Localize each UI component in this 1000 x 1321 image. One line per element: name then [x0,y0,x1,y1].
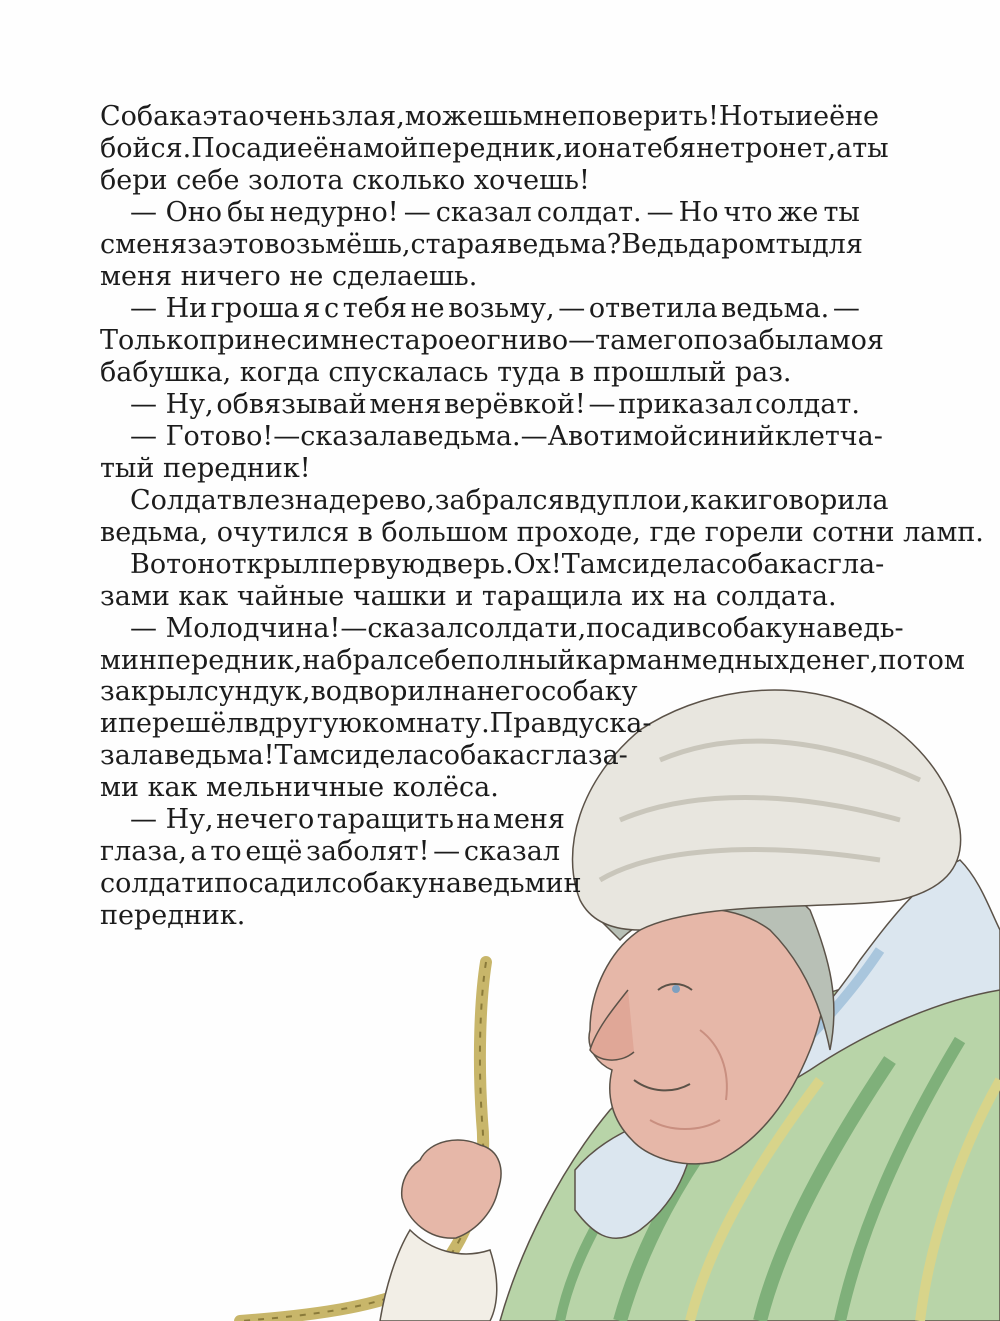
word: и [614,421,633,452]
word: то [210,836,242,867]
word: сидела [329,740,429,771]
word: можешь [404,101,523,132]
word: ведьма. [412,421,521,452]
word: я [303,293,321,324]
word: Там [561,549,617,580]
word: первую [319,549,426,580]
word: потом [878,645,965,676]
word: дерево, [328,485,435,516]
word: огниво [470,325,569,356]
word: мин [100,645,157,676]
word: бы [227,197,265,228]
word: водворил [310,676,443,707]
word: недурно! [269,197,399,228]
word: — [433,836,461,867]
word: её [296,133,329,164]
word: сказал [367,613,464,644]
word: солдат [463,613,560,644]
word: — [568,325,596,356]
word: на [797,613,833,644]
word: ведьма? [507,229,622,260]
word: сундук, [203,676,311,707]
text-line [100,741,626,771]
text-line [100,101,880,132]
word: ещё [245,836,303,867]
word: старая [410,229,508,260]
word: ска- [594,708,652,739]
word: а [190,836,207,867]
word: мой [362,133,419,164]
word: карман [575,645,681,676]
word: не [845,101,880,132]
word: ведьма. [721,293,830,324]
word: заболят! [306,836,430,867]
witch-sleeve [380,1230,497,1321]
text-line [100,837,560,867]
word: не [696,133,731,164]
word: её [813,101,846,132]
word: старое [374,325,471,356]
word: на [328,133,363,164]
word: солдат. [536,197,642,228]
word: на [427,868,463,899]
text-line [130,421,883,452]
text-line [130,549,885,580]
text-line [130,198,860,228]
word: меня [115,229,188,260]
word: — Готово! [130,421,274,452]
word: там [595,325,648,356]
word: моя [829,325,884,356]
word: солдат [100,868,197,899]
word: — Ни [130,293,208,324]
word: солдат. [755,389,860,420]
word: обвязывай [216,389,367,420]
text-line [100,229,863,260]
word: возьмёшь, [264,229,411,260]
text-line [100,133,889,164]
word: посадил [214,868,332,899]
word: приказал [618,389,753,420]
word: собаку [701,613,798,644]
word: и [100,708,118,739]
word: — [832,293,860,324]
word: Солдат [130,485,232,516]
word: же [777,197,819,228]
word: она [581,133,632,164]
word: что [723,197,773,228]
text-line: тый передник! [100,453,311,484]
word: мне [522,101,578,132]
word: клетча- [774,421,883,452]
word: тронет, [730,133,837,164]
word: тебя [342,293,407,324]
word: в [564,485,580,516]
word: Там [274,740,330,771]
word: ты [823,197,860,228]
word: влез [231,485,295,516]
word: — [520,421,548,452]
word: вот [568,421,615,452]
word: меня [369,389,442,420]
word: — Ну, [130,389,214,420]
word: посадив [586,613,702,644]
word: дверь. [425,549,514,580]
word: сказал [435,197,532,228]
word: комнату. [362,708,490,739]
word: с [100,229,116,260]
word: ведь- [832,613,904,644]
word: для [812,229,863,260]
word: другую [258,708,363,739]
word: закрыл [100,676,204,707]
word: с [525,740,541,771]
word: — [273,421,301,452]
word: себе [403,645,467,676]
word: на [456,804,491,835]
word: и [563,133,582,164]
text-line [100,325,884,356]
word: на [294,485,329,516]
word: мой [632,421,688,452]
word: нечего [216,804,315,835]
word: передник, [157,645,303,676]
word: перешёл [118,708,244,739]
word: собака [715,549,813,580]
word: собаку [541,676,638,707]
text-line [100,676,638,707]
word: эта [202,101,249,132]
witch-iris [672,985,680,993]
text-line [130,294,860,324]
word: за [187,229,218,260]
word: ты [852,133,889,164]
word: Ведь [621,229,689,260]
text-line [130,805,565,835]
text-line: бабушка, когда спускалась туда в прошлый раз. [100,357,792,388]
word: ты [775,229,813,260]
word: и [740,485,759,516]
word: Посади [191,133,297,164]
word: это [217,229,265,260]
word: сказала [300,421,413,452]
text-line: меня ничего не сделаешь. [100,261,478,292]
word: ведьмин [462,868,582,899]
word: медных [680,645,790,676]
word: сказал [463,836,560,867]
word: Собака [100,101,203,132]
word: передник, [418,133,564,164]
word: верёвкой! [444,389,586,420]
text-line [100,645,965,676]
word: злая, [331,101,405,132]
word: — [646,197,674,228]
word: — Ну, [130,804,214,835]
word: Только [100,325,200,356]
word: и [196,868,215,899]
word: дупло [579,485,664,516]
word: и, [559,613,587,644]
word: и [795,101,814,132]
word: гроша [210,293,300,324]
word: Но [678,197,719,228]
word: ответила [588,293,718,324]
word: — [403,197,431,228]
word: бойся. [100,133,192,164]
word: Ох! [513,549,562,580]
text-line: зами как чайные чашки и таращила их на солдата. [100,581,837,612]
word: говорила [758,485,889,516]
text-line: передник. [100,900,246,931]
text-line: бери себе золота сколько хочешь! [100,165,590,196]
word: — [588,389,616,420]
word: забрался [434,485,565,516]
word: с [812,549,828,580]
word: собаку [331,868,428,899]
word: очень [248,101,332,132]
text-line [100,708,652,739]
word: глаза, [100,836,187,867]
word: ты [758,101,796,132]
word: него [476,676,542,707]
word: — [340,613,368,644]
word: его [647,325,694,356]
word: он [181,549,216,580]
word: зала [100,740,165,771]
word: набрал [302,645,404,676]
word: тебя [631,133,697,164]
word: — Молодчина! [130,613,341,644]
word: открыл [215,549,320,580]
word: глаза- [540,740,628,771]
word: полный [466,645,576,676]
word: поверить! [577,101,719,132]
word: с [323,293,340,324]
word: синий [687,421,775,452]
word: как [690,485,741,516]
word: Но [718,101,759,132]
word: позабыла [693,325,830,356]
word: в [243,708,259,739]
word: меня [492,804,565,835]
word: гла- [827,549,885,580]
text-line [130,485,889,516]
word: мне [319,325,375,356]
word: А [547,421,569,452]
text-line [100,868,582,899]
word: не [410,293,445,324]
word: Правду [489,708,595,739]
word: — [558,293,586,324]
word: принеси [199,325,320,356]
word: возьму, [448,293,555,324]
word: денег, [789,645,879,676]
witch-hand [402,1140,501,1238]
word: таращить [316,804,454,835]
text-line: ведьма, очутился в большом проходе, где горели сотни ламп. [100,517,984,548]
word: собака [428,740,526,771]
word: сидела [616,549,716,580]
word: на [442,676,477,707]
word: и, [663,485,691,516]
word: ведьма! [164,740,275,771]
word: — Оно [130,197,222,228]
text-line [130,613,904,644]
word: Вот [130,549,182,580]
text-line: ми как мельничные колёса. [100,772,499,803]
word: а [836,133,853,164]
text-line [130,390,860,420]
word: даром [688,229,776,260]
